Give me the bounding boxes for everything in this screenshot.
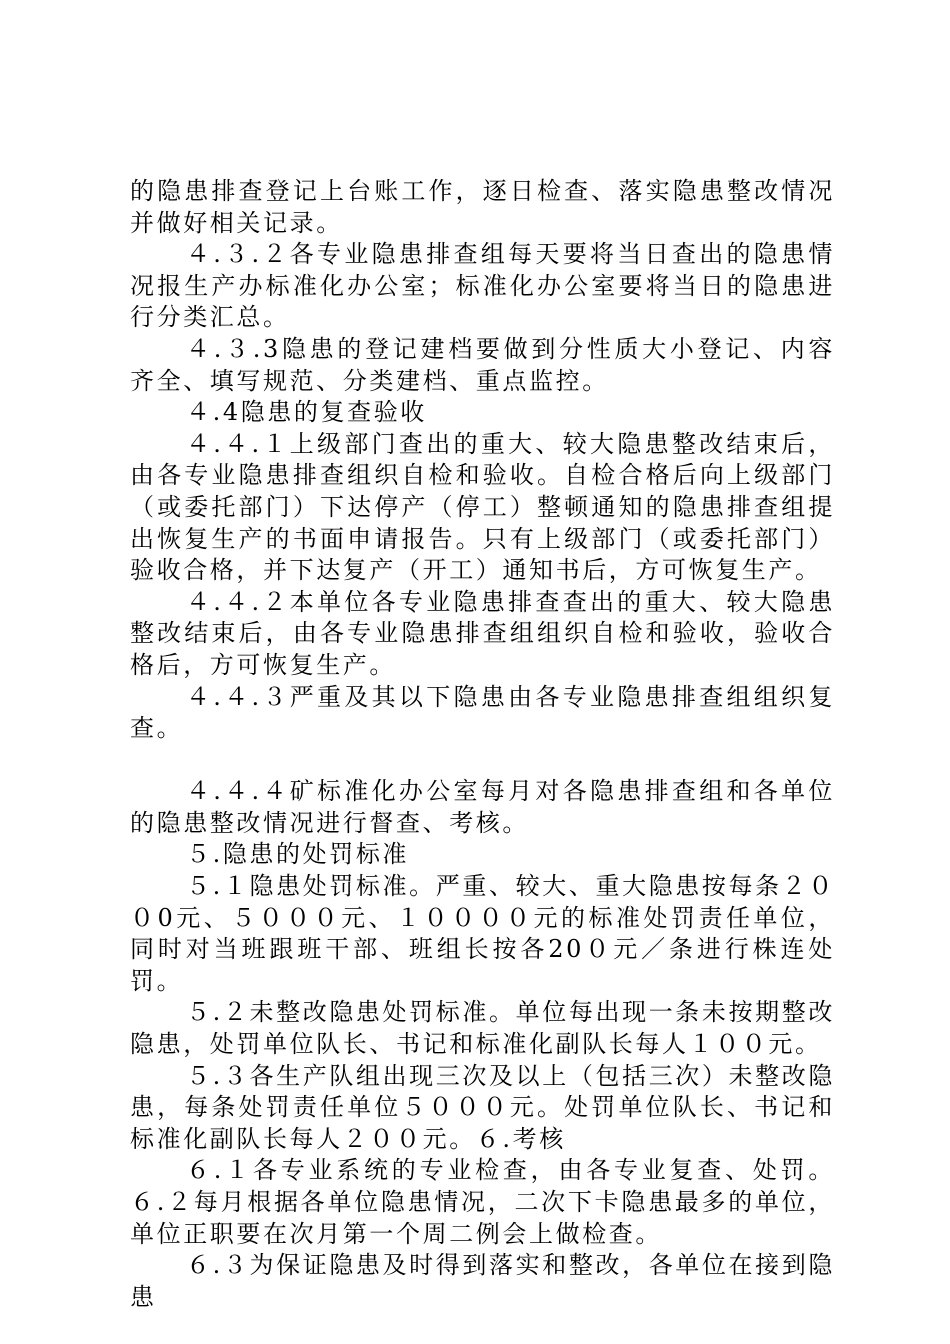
document-body [130, 176, 835, 1313]
paragraph-6-1: ６.１各专业系统的专业检查，由各专业复查、处罚。６.２每月根据各单位隐患情况，二次下卡隐患最多的单位，单位正职要在次月第一个周二例会上做检查。 [130, 1156, 835, 1248]
paragraph-4-3-3: ４.３.3隐患的登记建档要做到分性质大小登记、内容齐全、填写规范、分类建档、重点监控。 [130, 334, 835, 395]
blank-line [130, 745, 835, 777]
section-heading-5: ５.隐患的处罚标准 [186, 840, 410, 869]
paragraph-4-4-2: ４.４.２本单位各专业隐患排查查出的重大、较大隐患整改结束后，由各专业隐患排查组组织自检和验收，验收合格后，方可恢复生产。 [130, 587, 835, 679]
paragraph-4-4-4: ４.４.４矿标准化办公室每月对各隐患排查组和各单位的隐患整改情况进行督查、考核。 [130, 777, 835, 837]
section-heading-4-4: ４.4隐患的复查验收 [186, 398, 427, 427]
paragraph-4-4-1: ４.４.１上级部门查出的重大、较大隐患整改结束后，由各专业隐患排查组织自检和验收。自检合格后向上级部门（或委托部门）下达停产（停工）整顿通知的隐患排查组提出恢复生产的书面申请报告。只有上级部门（或委托部门）验收合格，并下达复产（开工）通知书后，方可恢复生产。 [130, 429, 835, 585]
paragraph-6-3: ６.３为保证隐患及时得到落实和整改，各单位在接到隐患 [130, 1251, 835, 1311]
paragraph-4-4-3: ４.４.３严重及其以下隐患由各专业隐患排查组组织复查。 [130, 682, 835, 743]
paragraph-continuation: 的隐患排查登记上台账工作，逐日检查、落实隐患整改情况并做好相关记录。 [130, 177, 835, 237]
paragraph-5-3: ５.３各生产队组出现三次及以上（包括三次）未整改隐患，每条处罚责任单位５０００元。处罚单位队长、书记和标准化副队长每人２００元。６.考核 [130, 1061, 835, 1153]
paragraph-4-3-2: ４.３.２各专业隐患排查组每天要将当日查出的隐患情况报生产办标准化办公室；标准化办公室要将当日的隐患进行分类汇总。 [130, 240, 835, 332]
paragraph-5-2: ５.２未整改隐患处罚标准。单位每出现一条未按期整改隐患，处罚单位队长、书记和标准化副队长每人１００元。 [130, 998, 835, 1059]
paragraph-5-1: ５.１隐患处罚标准。严重、较大、重大隐患按每条２００0元、５０００元、１００００元的标准处罚责任单位，同时对当班跟班干部、班组长按各20０元／条进行株连处罚。 [130, 872, 835, 995]
